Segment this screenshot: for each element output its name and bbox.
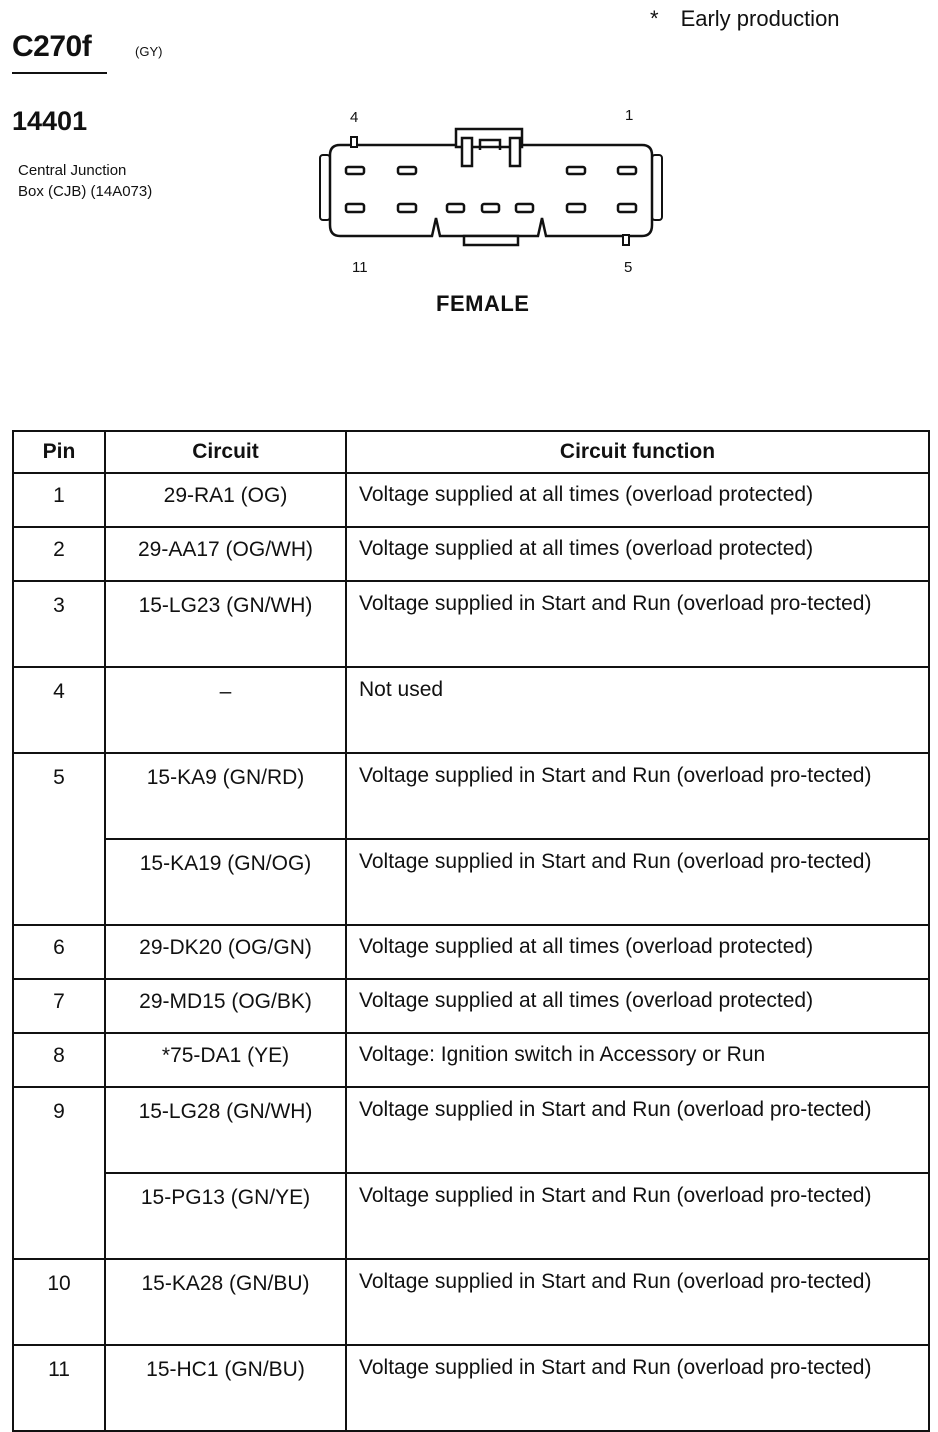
table-row bbox=[13, 925, 929, 979]
connector-body bbox=[330, 145, 652, 236]
cavity-2 bbox=[567, 167, 585, 174]
pin-cell: 2 bbox=[13, 527, 105, 581]
cavity-3 bbox=[398, 167, 416, 174]
pin-cell: 5 bbox=[13, 753, 105, 925]
connector-color: (GY) bbox=[135, 44, 163, 59]
pin-5-marker bbox=[623, 235, 629, 245]
function-cell: Voltage supplied in Start and Run (overload pro-tected) bbox=[346, 581, 929, 667]
function-cell: Voltage supplied at all times (overload protected) bbox=[346, 527, 929, 581]
connector-gender: FEMALE bbox=[436, 291, 530, 316]
connector-face-diagram bbox=[316, 100, 676, 280]
pin-4-marker bbox=[351, 137, 357, 147]
cavity-10 bbox=[398, 204, 416, 212]
cavity-4 bbox=[346, 167, 364, 174]
circuit-cell: *75-DA1 (YE) bbox=[105, 1033, 346, 1087]
component-description bbox=[18, 160, 218, 202]
circuit-cell: 15-KA19 (GN/OG) bbox=[105, 839, 346, 925]
circuit-cell: 15-LG23 (GN/WH) bbox=[105, 581, 346, 667]
table-row bbox=[13, 839, 929, 925]
function-cell: Voltage supplied in Start and Run (overload pro-tected) bbox=[346, 753, 929, 839]
function-cell: Voltage supplied in Start and Run (overload pro-tected) bbox=[346, 1259, 929, 1345]
cavity-9 bbox=[447, 204, 464, 212]
table-row bbox=[13, 1173, 929, 1259]
circuit-cell: 29-MD15 (OG/BK) bbox=[105, 979, 346, 1033]
circuit-cell: 15-HC1 (GN/BU) bbox=[105, 1345, 346, 1431]
table-row bbox=[13, 1087, 929, 1173]
function-cell: Voltage supplied in Start and Run (overload pro-tected) bbox=[346, 839, 929, 925]
cavity-8 bbox=[482, 204, 499, 212]
cavity-11 bbox=[346, 204, 364, 212]
description-line-2: Box (CJB) (14A073) bbox=[18, 183, 153, 200]
pin-cell: 3 bbox=[13, 581, 105, 667]
cavity-6 bbox=[567, 204, 585, 212]
table-row bbox=[13, 979, 929, 1033]
connector-id: C270f bbox=[12, 30, 92, 63]
pin-cell: 7 bbox=[13, 979, 105, 1033]
table-row bbox=[13, 581, 929, 667]
table-header-row bbox=[13, 431, 929, 473]
cavity-5 bbox=[618, 204, 636, 212]
table-row bbox=[13, 473, 929, 527]
header-circuit: Circuit bbox=[105, 431, 346, 473]
table-row bbox=[13, 527, 929, 581]
early-production-note bbox=[650, 6, 840, 32]
table-row bbox=[13, 667, 929, 753]
circuit-cell: 15-KA9 (GN/RD) bbox=[105, 753, 346, 839]
cavity-7 bbox=[516, 204, 533, 212]
pin-cell: 9 bbox=[13, 1087, 105, 1259]
connector-id-underline bbox=[12, 72, 107, 74]
function-cell: Voltage supplied at all times (overload protected) bbox=[346, 925, 929, 979]
part-number: 14401 bbox=[12, 106, 88, 136]
circuit-cell: 29-RA1 (OG) bbox=[105, 473, 346, 527]
circuit-cell: 15-KA28 (GN/BU) bbox=[105, 1259, 346, 1345]
header-pin: Pin bbox=[13, 431, 105, 473]
pin-cell: 4 bbox=[13, 667, 105, 753]
circuit-cell: – bbox=[105, 667, 346, 753]
circuit-cell: 15-LG28 (GN/WH) bbox=[105, 1087, 346, 1173]
table-row bbox=[13, 753, 929, 839]
key-lock-right bbox=[510, 138, 520, 166]
table-row bbox=[13, 1345, 929, 1431]
function-cell: Not used bbox=[346, 667, 929, 753]
bottom-key bbox=[464, 236, 518, 245]
function-cell: Voltage: Ignition switch in Accessory or Run bbox=[346, 1033, 929, 1087]
function-cell: Voltage supplied at all times (overload protected) bbox=[346, 473, 929, 527]
note-text: Early production bbox=[680, 6, 840, 31]
pin-label-4: 4 bbox=[350, 109, 359, 126]
cavity-1 bbox=[618, 167, 636, 174]
pin-cell: 1 bbox=[13, 473, 105, 527]
function-cell: Voltage supplied in Start and Run (overload pro-tected) bbox=[346, 1173, 929, 1259]
left-latch bbox=[320, 155, 330, 220]
pin-label-5: 5 bbox=[624, 259, 633, 276]
table-row bbox=[13, 1259, 929, 1345]
description-line-1: Central Junction bbox=[18, 162, 127, 179]
pin-label-11: 11 bbox=[352, 259, 368, 276]
function-cell: Voltage supplied at all times (overload protected) bbox=[346, 979, 929, 1033]
note-marker: * bbox=[650, 6, 659, 31]
circuit-cell: 29-DK20 (OG/GN) bbox=[105, 925, 346, 979]
function-cell: Voltage supplied in Start and Run (overload pro-tected) bbox=[346, 1345, 929, 1431]
pin-label-1: 1 bbox=[625, 107, 634, 124]
pin-cell: 8 bbox=[13, 1033, 105, 1087]
pin-cell: 10 bbox=[13, 1259, 105, 1345]
circuit-cell: 29-AA17 (OG/WH) bbox=[105, 527, 346, 581]
function-cell: Voltage supplied in Start and Run (overload pro-tected) bbox=[346, 1087, 929, 1173]
table-row bbox=[13, 1033, 929, 1087]
header-circuit-function: Circuit function bbox=[346, 431, 929, 473]
pin-cell: 6 bbox=[13, 925, 105, 979]
right-latch bbox=[652, 155, 662, 220]
pin-cell: 11 bbox=[13, 1345, 105, 1431]
key-lock-left bbox=[462, 138, 472, 166]
circuit-cell: 15-PG13 (GN/YE) bbox=[105, 1173, 346, 1259]
